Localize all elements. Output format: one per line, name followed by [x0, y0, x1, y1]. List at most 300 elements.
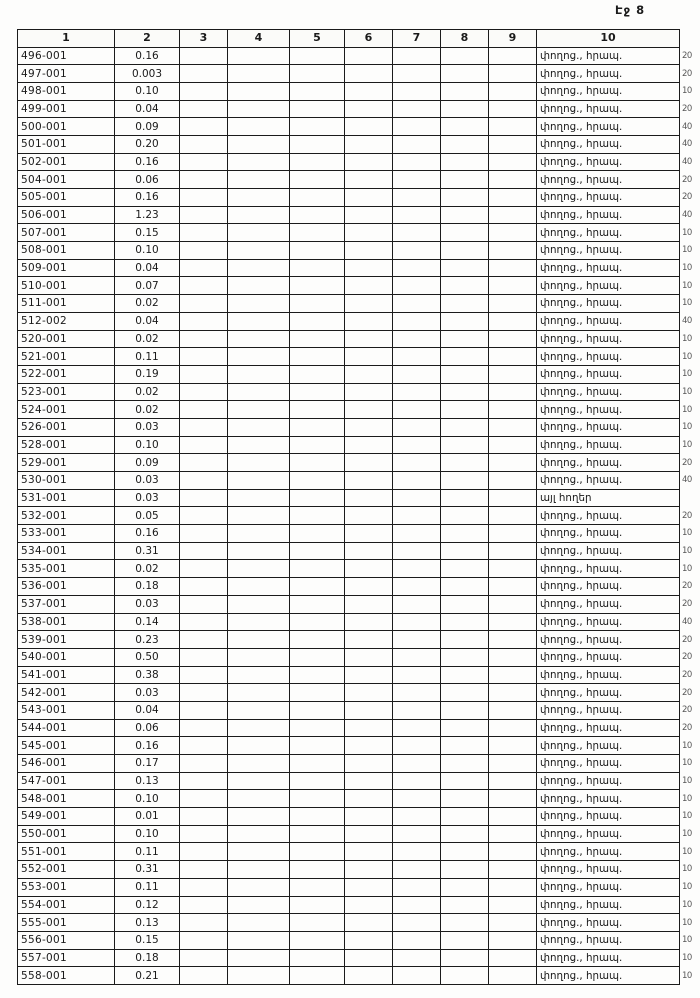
- land-use-cell: փողոց., հրապ.: [537, 967, 680, 985]
- parcel-code-cell: 498-001: [18, 82, 115, 100]
- land-use-cell: փողոց., հրապ.: [537, 242, 680, 260]
- empty-cell: [290, 701, 345, 719]
- table-row: [18, 825, 700, 843]
- empty-cell: [290, 790, 345, 808]
- empty-cell: [228, 259, 290, 277]
- land-use-cell: փողոց., հրապ.: [537, 277, 680, 295]
- empty-cell: [290, 648, 345, 666]
- empty-cell: [345, 312, 393, 330]
- empty-cell: [290, 684, 345, 702]
- empty-cell: [345, 330, 393, 348]
- empty-cell: [489, 843, 537, 861]
- table-row: [18, 418, 700, 436]
- empty-cell: [345, 171, 393, 189]
- empty-cell: [489, 224, 537, 242]
- margin-mark: 40: [682, 616, 692, 627]
- area-value-cell: 0.11: [115, 878, 180, 896]
- area-value-cell: 0.10: [115, 82, 180, 100]
- table-row: [18, 790, 700, 808]
- margin-mark: 20: [682, 705, 692, 716]
- empty-cell: [489, 472, 537, 490]
- empty-cell: [180, 401, 228, 419]
- empty-cell: [489, 65, 537, 83]
- empty-cell: [489, 737, 537, 755]
- table-row: [18, 525, 700, 543]
- empty-cell: [345, 418, 393, 436]
- area-value-cell: 1.23: [115, 206, 180, 224]
- empty-cell: [393, 365, 441, 383]
- empty-cell: [393, 843, 441, 861]
- empty-cell: [441, 330, 489, 348]
- column-header-3: 3: [180, 30, 228, 48]
- empty-cell: [441, 489, 489, 507]
- land-use-cell: փողոց., հրապ.: [537, 914, 680, 932]
- empty-cell: [228, 312, 290, 330]
- empty-cell: [393, 100, 441, 118]
- area-value-cell: 0.10: [115, 790, 180, 808]
- empty-cell: [441, 206, 489, 224]
- empty-cell: [441, 242, 489, 260]
- area-value-cell: 0.15: [115, 931, 180, 949]
- empty-cell: [393, 967, 441, 985]
- empty-cell: [489, 896, 537, 914]
- parcel-code-cell: 530-001: [18, 472, 115, 490]
- empty-cell: [290, 931, 345, 949]
- margin-mark: 10: [682, 298, 692, 309]
- empty-cell: [489, 878, 537, 896]
- land-use-cell: փողոց., հրապ.: [537, 206, 680, 224]
- empty-cell: [441, 383, 489, 401]
- land-use-cell: փողոց., հրապ.: [537, 312, 680, 330]
- empty-cell: [345, 365, 393, 383]
- parcel-code-cell: 558-001: [18, 967, 115, 985]
- empty-cell: [441, 189, 489, 207]
- empty-cell: [345, 648, 393, 666]
- empty-cell: [180, 383, 228, 401]
- empty-cell: [393, 312, 441, 330]
- empty-cell: [393, 242, 441, 260]
- margin-mark: 20: [682, 50, 692, 61]
- table-row: [18, 330, 700, 348]
- area-value-cell: 0.31: [115, 861, 180, 879]
- land-use-cell: փողոց., հրապ.: [537, 896, 680, 914]
- margin-mark: 20: [682, 103, 692, 114]
- table-row: [18, 914, 700, 932]
- empty-cell: [441, 365, 489, 383]
- empty-cell: [228, 560, 290, 578]
- empty-cell: [345, 631, 393, 649]
- parcel-code-cell: 538-001: [18, 613, 115, 631]
- column-header-2: 2: [115, 30, 180, 48]
- empty-cell: [228, 578, 290, 596]
- area-value-cell: 0.19: [115, 365, 180, 383]
- empty-cell: [345, 790, 393, 808]
- empty-cell: [180, 525, 228, 543]
- land-use-cell: փողոց., հրապ.: [537, 684, 680, 702]
- area-value-cell: 0.16: [115, 737, 180, 755]
- empty-cell: [489, 755, 537, 773]
- area-value-cell: 0.04: [115, 701, 180, 719]
- parcel-code-cell: 523-001: [18, 383, 115, 401]
- empty-cell: [441, 790, 489, 808]
- land-use-cell: փողոց., հրապ.: [537, 701, 680, 719]
- empty-cell: [180, 118, 228, 136]
- area-value-cell: 0.15: [115, 224, 180, 242]
- empty-cell: [228, 878, 290, 896]
- parcel-code-cell: 524-001: [18, 401, 115, 419]
- empty-cell: [489, 790, 537, 808]
- empty-cell: [393, 135, 441, 153]
- empty-cell: [441, 861, 489, 879]
- empty-cell: [393, 684, 441, 702]
- empty-cell: [345, 525, 393, 543]
- table-row: [18, 772, 700, 790]
- empty-cell: [441, 47, 489, 65]
- empty-cell: [393, 65, 441, 83]
- land-use-cell: փողոց., հրապ.: [537, 82, 680, 100]
- empty-cell: [228, 701, 290, 719]
- empty-cell: [180, 259, 228, 277]
- empty-cell: [393, 755, 441, 773]
- margin-mark: 20: [682, 634, 692, 645]
- empty-cell: [180, 684, 228, 702]
- empty-cell: [290, 772, 345, 790]
- land-use-cell: փողոց., հրապ.: [537, 507, 680, 525]
- empty-cell: [489, 454, 537, 472]
- empty-cell: [393, 153, 441, 171]
- empty-cell: [393, 861, 441, 879]
- empty-cell: [180, 65, 228, 83]
- empty-cell: [228, 967, 290, 985]
- empty-cell: [441, 701, 489, 719]
- empty-cell: [180, 967, 228, 985]
- margin-mark: 10: [682, 86, 692, 97]
- empty-cell: [228, 914, 290, 932]
- table-row: [18, 436, 700, 454]
- empty-cell: [441, 135, 489, 153]
- empty-cell: [489, 507, 537, 525]
- empty-cell: [228, 330, 290, 348]
- empty-cell: [489, 719, 537, 737]
- empty-cell: [228, 65, 290, 83]
- parcel-code-cell: 546-001: [18, 755, 115, 773]
- empty-cell: [290, 896, 345, 914]
- parcel-code-cell: 502-001: [18, 153, 115, 171]
- empty-cell: [180, 949, 228, 967]
- empty-cell: [180, 542, 228, 560]
- area-value-cell: 0.10: [115, 436, 180, 454]
- margin-mark: 10: [682, 793, 692, 804]
- empty-cell: [290, 206, 345, 224]
- margin-mark: 20: [682, 510, 692, 521]
- land-use-cell: փողոց., հրապ.: [537, 843, 680, 861]
- table-row: [18, 595, 700, 613]
- empty-cell: [180, 454, 228, 472]
- empty-cell: [290, 82, 345, 100]
- empty-cell: [393, 560, 441, 578]
- land-use-cell: փողոց., հրապ.: [537, 100, 680, 118]
- table-row: [18, 295, 700, 313]
- empty-cell: [393, 277, 441, 295]
- land-use-cell: փողոց., հրապ.: [537, 613, 680, 631]
- margin-mark: 10: [682, 864, 692, 875]
- empty-cell: [228, 295, 290, 313]
- table-row: [18, 631, 700, 649]
- empty-cell: [290, 719, 345, 737]
- parcel-code-cell: 528-001: [18, 436, 115, 454]
- margin-mark: 20: [682, 457, 692, 468]
- empty-cell: [228, 825, 290, 843]
- empty-cell: [489, 330, 537, 348]
- margin-mark: 20: [682, 687, 692, 698]
- empty-cell: [228, 436, 290, 454]
- empty-cell: [180, 595, 228, 613]
- land-use-cell: փողոց., հրապ.: [537, 118, 680, 136]
- empty-cell: [290, 525, 345, 543]
- empty-cell: [345, 808, 393, 826]
- margin-mark: 10: [682, 563, 692, 574]
- land-use-cell: փողոց., հրապ.: [537, 878, 680, 896]
- area-value-cell: 0.04: [115, 259, 180, 277]
- empty-cell: [489, 931, 537, 949]
- empty-cell: [228, 931, 290, 949]
- empty-cell: [180, 861, 228, 879]
- area-value-cell: 0.003: [115, 65, 180, 83]
- page-number-label: Էջ 8: [615, 3, 646, 17]
- empty-cell: [489, 365, 537, 383]
- empty-cell: [290, 861, 345, 879]
- table-row: [18, 542, 700, 560]
- land-use-cell: փողոց., հրապ.: [537, 153, 680, 171]
- empty-cell: [228, 595, 290, 613]
- empty-cell: [393, 701, 441, 719]
- table-row: [18, 153, 700, 171]
- parcel-code-cell: 520-001: [18, 330, 115, 348]
- area-value-cell: 0.16: [115, 189, 180, 207]
- empty-cell: [489, 312, 537, 330]
- column-header-8: 8: [441, 30, 489, 48]
- land-use-cell: փողոց., հրապ.: [537, 171, 680, 189]
- margin-mark: 10: [682, 351, 692, 362]
- empty-cell: [345, 454, 393, 472]
- parcel-code-cell: 542-001: [18, 684, 115, 702]
- empty-cell: [393, 348, 441, 366]
- table-row: [18, 47, 700, 65]
- empty-cell: [180, 206, 228, 224]
- empty-cell: [180, 224, 228, 242]
- table-row: [18, 118, 700, 136]
- empty-cell: [393, 896, 441, 914]
- column-header-7: 7: [393, 30, 441, 48]
- empty-cell: [180, 843, 228, 861]
- empty-cell: [489, 825, 537, 843]
- empty-cell: [345, 949, 393, 967]
- empty-cell: [180, 153, 228, 171]
- margin-mark: 20: [682, 581, 692, 592]
- empty-cell: [228, 684, 290, 702]
- empty-cell: [180, 578, 228, 596]
- empty-cell: [180, 560, 228, 578]
- area-value-cell: 0.50: [115, 648, 180, 666]
- land-use-cell: փողոց., հրապ.: [537, 578, 680, 596]
- empty-cell: [290, 843, 345, 861]
- land-use-cell: փողոց., հրապ.: [537, 542, 680, 560]
- table-row: [18, 65, 700, 83]
- empty-cell: [345, 595, 393, 613]
- empty-cell: [228, 242, 290, 260]
- table-row: [18, 224, 700, 242]
- empty-cell: [345, 772, 393, 790]
- land-use-cell: փողոց., հրապ.: [537, 525, 680, 543]
- table-row: [18, 578, 700, 596]
- parcel-code-cell: 533-001: [18, 525, 115, 543]
- parcel-code-cell: 497-001: [18, 65, 115, 83]
- parcel-code-cell: 536-001: [18, 578, 115, 596]
- empty-cell: [489, 542, 537, 560]
- margin-mark: 40: [682, 475, 692, 486]
- area-value-cell: 0.18: [115, 949, 180, 967]
- empty-cell: [393, 772, 441, 790]
- empty-cell: [345, 843, 393, 861]
- empty-cell: [180, 330, 228, 348]
- margin-mark: 20: [682, 722, 692, 733]
- empty-cell: [441, 578, 489, 596]
- table-row: [18, 843, 700, 861]
- empty-cell: [345, 931, 393, 949]
- empty-cell: [290, 47, 345, 65]
- empty-cell: [180, 648, 228, 666]
- empty-cell: [393, 808, 441, 826]
- parcel-code-cell: 496-001: [18, 47, 115, 65]
- parcel-code-cell: 511-001: [18, 295, 115, 313]
- empty-cell: [290, 825, 345, 843]
- margin-mark: 10: [682, 386, 692, 397]
- empty-cell: [489, 772, 537, 790]
- margin-mark: 10: [682, 899, 692, 910]
- area-value-cell: 0.09: [115, 454, 180, 472]
- empty-cell: [345, 542, 393, 560]
- area-value-cell: 0.02: [115, 295, 180, 313]
- empty-cell: [345, 348, 393, 366]
- empty-cell: [180, 701, 228, 719]
- area-value-cell: 0.11: [115, 348, 180, 366]
- empty-cell: [489, 348, 537, 366]
- parcel-code-cell: 500-001: [18, 118, 115, 136]
- empty-cell: [290, 631, 345, 649]
- area-value-cell: 0.03: [115, 472, 180, 490]
- area-value-cell: 0.06: [115, 171, 180, 189]
- empty-cell: [489, 578, 537, 596]
- empty-cell: [228, 206, 290, 224]
- table-row: [18, 967, 700, 985]
- land-use-cell: փողոց., հրապ.: [537, 631, 680, 649]
- empty-cell: [489, 861, 537, 879]
- area-value-cell: 0.10: [115, 825, 180, 843]
- empty-cell: [345, 489, 393, 507]
- margin-mark: [680, 489, 700, 507]
- parcel-code-cell: 505-001: [18, 189, 115, 207]
- empty-cell: [290, 595, 345, 613]
- empty-cell: [345, 436, 393, 454]
- empty-cell: [180, 489, 228, 507]
- empty-cell: [228, 896, 290, 914]
- empty-cell: [441, 472, 489, 490]
- empty-cell: [228, 383, 290, 401]
- empty-cell: [290, 949, 345, 967]
- area-value-cell: 0.02: [115, 330, 180, 348]
- empty-cell: [290, 348, 345, 366]
- area-value-cell: 0.11: [115, 843, 180, 861]
- parcel-code-cell: 555-001: [18, 914, 115, 932]
- land-use-cell: փողոց., հրապ.: [537, 47, 680, 65]
- table-body: [18, 47, 700, 984]
- empty-cell: [441, 878, 489, 896]
- area-value-cell: 0.09: [115, 118, 180, 136]
- margin-mark: 10: [682, 970, 692, 981]
- empty-cell: [345, 578, 393, 596]
- empty-cell: [228, 648, 290, 666]
- parcel-code-cell: 556-001: [18, 931, 115, 949]
- empty-cell: [489, 914, 537, 932]
- empty-cell: [180, 47, 228, 65]
- empty-cell: [393, 82, 441, 100]
- empty-cell: [393, 595, 441, 613]
- empty-cell: [180, 436, 228, 454]
- empty-cell: [290, 418, 345, 436]
- empty-cell: [228, 790, 290, 808]
- empty-cell: [441, 542, 489, 560]
- empty-cell: [441, 843, 489, 861]
- empty-cell: [180, 135, 228, 153]
- table-row: [18, 701, 700, 719]
- empty-cell: [290, 277, 345, 295]
- empty-cell: [441, 401, 489, 419]
- empty-cell: [489, 701, 537, 719]
- land-parcel-table: [17, 29, 700, 985]
- parcel-code-cell: 549-001: [18, 808, 115, 826]
- empty-cell: [489, 418, 537, 436]
- empty-cell: [345, 189, 393, 207]
- parcel-code-cell: 499-001: [18, 100, 115, 118]
- empty-cell: [489, 171, 537, 189]
- empty-cell: [345, 82, 393, 100]
- empty-cell: [441, 631, 489, 649]
- margin-mark: 10: [682, 776, 692, 787]
- table-row: [18, 808, 700, 826]
- land-use-cell: փողոց., հրապ.: [537, 295, 680, 313]
- land-use-cell: փողոց., հրապ.: [537, 595, 680, 613]
- table-row: [18, 931, 700, 949]
- empty-cell: [180, 348, 228, 366]
- empty-cell: [290, 914, 345, 932]
- empty-cell: [180, 472, 228, 490]
- margin-header-spacer: [680, 30, 700, 48]
- empty-cell: [345, 896, 393, 914]
- land-use-cell: փողոց., հրապ.: [537, 790, 680, 808]
- empty-cell: [290, 472, 345, 490]
- table-row: [18, 719, 700, 737]
- empty-cell: [441, 595, 489, 613]
- empty-cell: [290, 189, 345, 207]
- margin-mark: 20: [682, 599, 692, 610]
- parcel-code-cell: 504-001: [18, 171, 115, 189]
- margin-mark: 20: [682, 174, 692, 185]
- empty-cell: [345, 755, 393, 773]
- empty-cell: [441, 949, 489, 967]
- empty-cell: [393, 401, 441, 419]
- column-header-10: 10: [537, 30, 680, 48]
- empty-cell: [441, 507, 489, 525]
